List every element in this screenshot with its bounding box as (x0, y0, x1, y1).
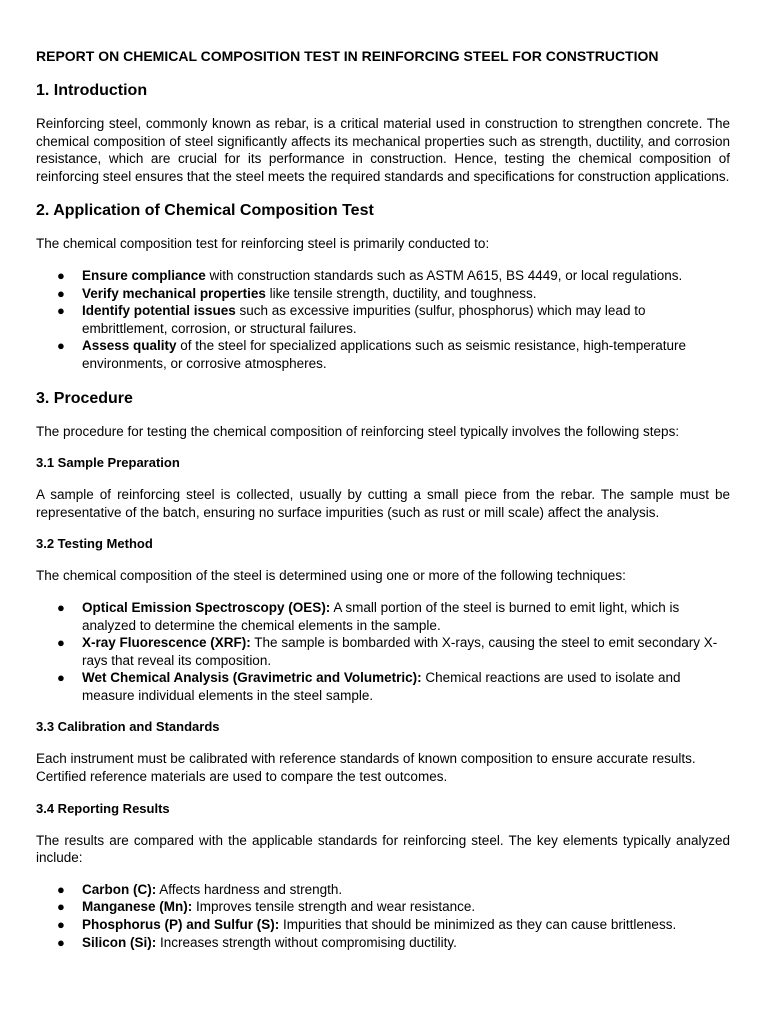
list-item-text: Improves tensile strength and wear resistance. (192, 899, 476, 915)
list-item-bold: Ensure compliance (82, 267, 206, 283)
introduction-paragraph: Reinforcing steel, commonly known as rebar, is a critical material used in construction to strengthen concrete. The chemical composition of steel significantly affects its mechanical properties such as strength, ductility, and corrosion resistance, which are crucial for its performance in construction. Hence, testing the chemical composition of reinforcing steel ensures that the steel meets the required standards and specifications for construction applications. (36, 116, 730, 184)
list-item-text: of the steel for specialized applications such as seismic resistance, high-temperature environments, or corrosive atmospheres. (82, 338, 687, 371)
list-item-text: A small portion of the steel is burned to emit light, which is analyzed to determine the chemical elements in the sample. (82, 599, 680, 633)
list-item (36, 337, 730, 372)
list-item (36, 634, 730, 669)
list-item-bold: Silicon (Si): (82, 934, 157, 950)
list-item (36, 898, 730, 916)
list-item (36, 267, 730, 285)
list-item-bold: Carbon (C): (82, 881, 157, 897)
bullet-icon: ● (57, 899, 65, 915)
list-item-bold: X-ray Fluorescence (XRF): (82, 635, 251, 651)
section-heading-introduction: 1. Introduction (36, 82, 148, 99)
list-item-text: such as excessive impurities (sulfur, phosphorus) which may lead to embrittlement, corrosion, or structural failures. (82, 303, 646, 336)
report-title: REPORT ON CHEMICAL COMPOSITION TEST IN REINFORCING STEEL FOR CONSTRUCTION (36, 48, 659, 64)
list-item (36, 881, 730, 899)
testing-method-list (36, 599, 730, 705)
bullet-icon: ● (57, 285, 65, 301)
bullet-icon: ● (57, 934, 65, 950)
section-heading-application: 2. Application of Chemical Composition Test (36, 202, 374, 220)
list-item-bold: Assess quality (82, 338, 177, 354)
list-item (36, 916, 730, 934)
list-item (36, 599, 730, 634)
application-list (36, 267, 730, 373)
list-item-bold: Identify potential issues (82, 303, 236, 319)
list-item-bold: Optical Emission Spectroscopy (OES): (82, 599, 331, 615)
subsection-heading-testing-method: 3.2 Testing Method (36, 536, 153, 552)
procedure-lead: The procedure for testing the chemical composition of reinforcing steel typically involves the following steps: (36, 423, 680, 439)
bullet-icon: ● (57, 635, 65, 651)
bullet-icon: ● (57, 917, 65, 933)
sample-preparation-paragraph: A sample of reinforcing steel is collected, usually by cutting a small piece from the rebar. The sample must be representative of the batch, ensuring no surface impurities (such as rust or mill scale) affect the analysis. (36, 487, 730, 520)
list-item-text: Affects hardness and strength. (156, 881, 343, 897)
bullet-icon: ● (57, 338, 65, 354)
list-item-bold: Manganese (Mn): (82, 899, 193, 915)
list-item-text: Chemical reactions are used to isolate and measure individual elements in the steel sample. (82, 670, 681, 703)
calibration-paragraph: Each instrument must be calibrated with reference standards of known composition to ensure accurate results. Certified reference materials are used to compare the test outcomes. (36, 751, 696, 785)
list-item-bold: Verify mechanical properties (82, 285, 266, 301)
list-item-text: Increases strength without compromising ductility. (156, 934, 457, 950)
key-elements-list (36, 881, 730, 951)
list-item (36, 669, 730, 704)
list-item (36, 934, 730, 952)
document-page (36, 47, 730, 965)
testing-method-lead: The chemical composition of the steel is determined using one or more of the following techniques: (36, 568, 626, 584)
list-item (36, 302, 730, 337)
application-lead: The chemical composition test for reinforcing steel is primarily conducted to: (36, 236, 490, 252)
list-item-text: with construction standards such as ASTM A615, BS 4449, or local regulations. (205, 267, 683, 283)
list-item-text: Impurities that should be minimized as they can cause brittleness. (279, 917, 677, 933)
list-item-text: like tensile strength, ductility, and toughness. (265, 285, 537, 301)
subsection-heading-sample-preparation: 3.1 Sample Preparation (36, 455, 180, 471)
list-item (36, 285, 730, 303)
bullet-icon: ● (57, 303, 65, 319)
reporting-results-lead: The results are compared with the applicable standards for reinforcing steel. The key elements typically analyzed include: (36, 832, 730, 866)
subsection-heading-calibration: 3.3 Calibration and Standards (36, 719, 220, 735)
bullet-icon: ● (57, 267, 65, 283)
subsection-heading-reporting-results: 3.4 Reporting Results (36, 800, 170, 816)
bullet-icon: ● (57, 881, 65, 897)
section-heading-procedure: 3. Procedure (36, 389, 133, 407)
list-item-text: The sample is bombarded with X-rays, causing the steel to emit secondary X-rays that reveal its composition. (82, 635, 718, 668)
bullet-icon: ● (57, 599, 65, 615)
list-item-bold: Phosphorus (P) and Sulfur (S): (82, 917, 280, 933)
list-item-bold: Wet Chemical Analysis (Gravimetric and Volumetric): (82, 670, 422, 686)
bullet-icon: ● (57, 670, 65, 686)
